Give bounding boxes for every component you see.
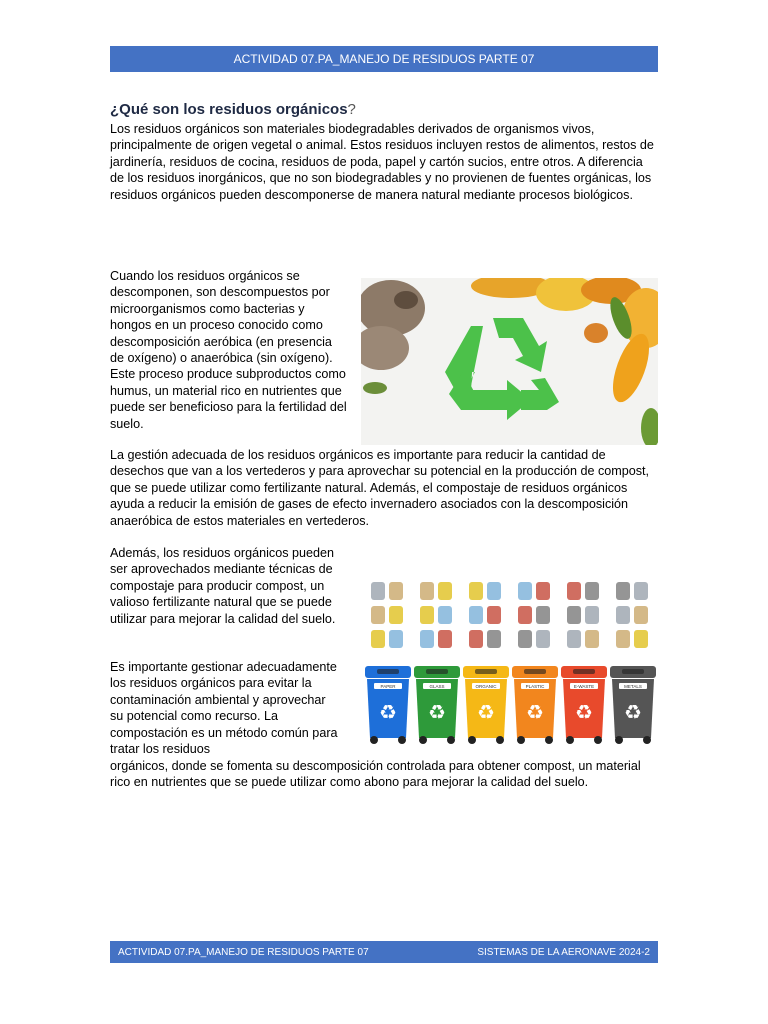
header-bar xyxy=(110,46,658,72)
recycling-bin-paper xyxy=(365,666,411,744)
bin-label: METALS xyxy=(624,684,642,689)
waste-items-paper xyxy=(371,582,403,648)
section-title-text: ¿Qué son los residuos orgánicos xyxy=(110,101,348,118)
footer-bar xyxy=(110,941,658,963)
recycle-icon: ♻ xyxy=(526,700,544,724)
recycling-bins-illustration xyxy=(361,572,658,746)
waste-items-e-waste xyxy=(567,582,599,648)
recycle-icon: ♻ xyxy=(624,700,642,724)
waste-items-organic xyxy=(469,582,501,648)
bin-label: PAPER xyxy=(380,684,396,689)
recycling-bin-organic xyxy=(463,666,509,744)
bin-label: PLASTIC xyxy=(525,684,545,689)
recycle-icon: ♻ xyxy=(428,700,446,724)
paragraph-composting: Además, los residuos orgánicos pueden ser aprovechados mediante técnicas de compostaje para producir compost, un valioso fertilizante natural que se puede utilizar para mejorar la calidad del suelo. xyxy=(110,546,336,626)
organic-waste-recycle-image xyxy=(361,278,658,445)
footer-left: ACTIVIDAD 07.PA_MANEJO DE RESIDUOS PARTE 07 xyxy=(118,946,369,958)
header-title: ACTIVIDAD 07.PA_MANEJO DE RESIDUOS PARTE 07 xyxy=(233,52,535,66)
organic-waste-illustration xyxy=(361,278,658,445)
recycle-icon: ♻ xyxy=(379,700,397,724)
recycling-bins-image xyxy=(361,572,658,746)
section-title xyxy=(110,101,658,118)
paragraph-importance: Es importante gestionar adecuadamente los residuos orgánicos para evitar la contaminación ambiental y aprovechar su potencial como recurso. La compostación es un método común para tratar los residuos xyxy=(110,660,338,757)
paragraph-management: La gestión adecuada de los residuos orgánicos es importante para reducir la cantidad de desechos que van a los vertederos y para aprovechar su potencial en la producción de compost, que se puede utilizar como fertilizante natural. Además, el compostaje de residuos orgánicos ayuda a reducir la emisión de gases de efecto invernadero asociados con la descomposición anaeróbica de estos materiales en vertederos. xyxy=(110,448,650,528)
recycling-bin-e-waste xyxy=(561,666,607,744)
recycle-icon: ♻ xyxy=(477,700,495,724)
bin-label: GLASS xyxy=(429,684,445,689)
footer-right: SISTEMAS DE LA AERONAVE 2024-2 xyxy=(477,946,650,958)
recycling-bin-glass xyxy=(414,666,460,744)
section-title-mark: ? xyxy=(347,101,356,118)
paragraph-decomposition: Cuando los residuos orgánicos se descomponen, son descompuestos por microorganismos como bacterias y hongos en un proceso conocido como descomposición aeróbica (en presencia de oxígeno) o anaeróbica (sin oxígeno). Este proceso produce subproductos como humus, un material rico en nutrientes que puede ser beneficioso para la fertilidad del suelo. xyxy=(110,269,347,431)
paragraph-continuation: orgánicos, donde se fomenta su descomposición controlada para obtener compost, un material rico en nutrientes que se puede utilizar como abono para mejorar la calidad del suelo. xyxy=(110,759,641,790)
waste-items-glass xyxy=(420,582,452,648)
recycle-icon: ♻ xyxy=(575,700,593,724)
waste-items-plastic xyxy=(518,582,550,648)
bin-label: ORGANIC xyxy=(475,684,497,689)
recycling-bin-metals xyxy=(610,666,656,744)
recycling-bin-plastic xyxy=(512,666,558,744)
bin-label: E-WASTE xyxy=(573,684,595,689)
paragraph-definition: Los residuos orgánicos son materiales biodegradables derivados de organismos vivos, principalmente de origen vegetal o animal. Estos residuos incluyen restos de alimentos, restos de jardinería, residuos de cocina, residuos de poda, papel y cartón sucios, entre otros. A diferencia de los residuos inorgánicos, que no son biodegradables y no provienen de fuentes orgánicas, los residuos orgánicos pueden descomponerse de manera natural mediante procesos biológicos. xyxy=(110,122,654,202)
waste-items-metals xyxy=(616,582,648,648)
